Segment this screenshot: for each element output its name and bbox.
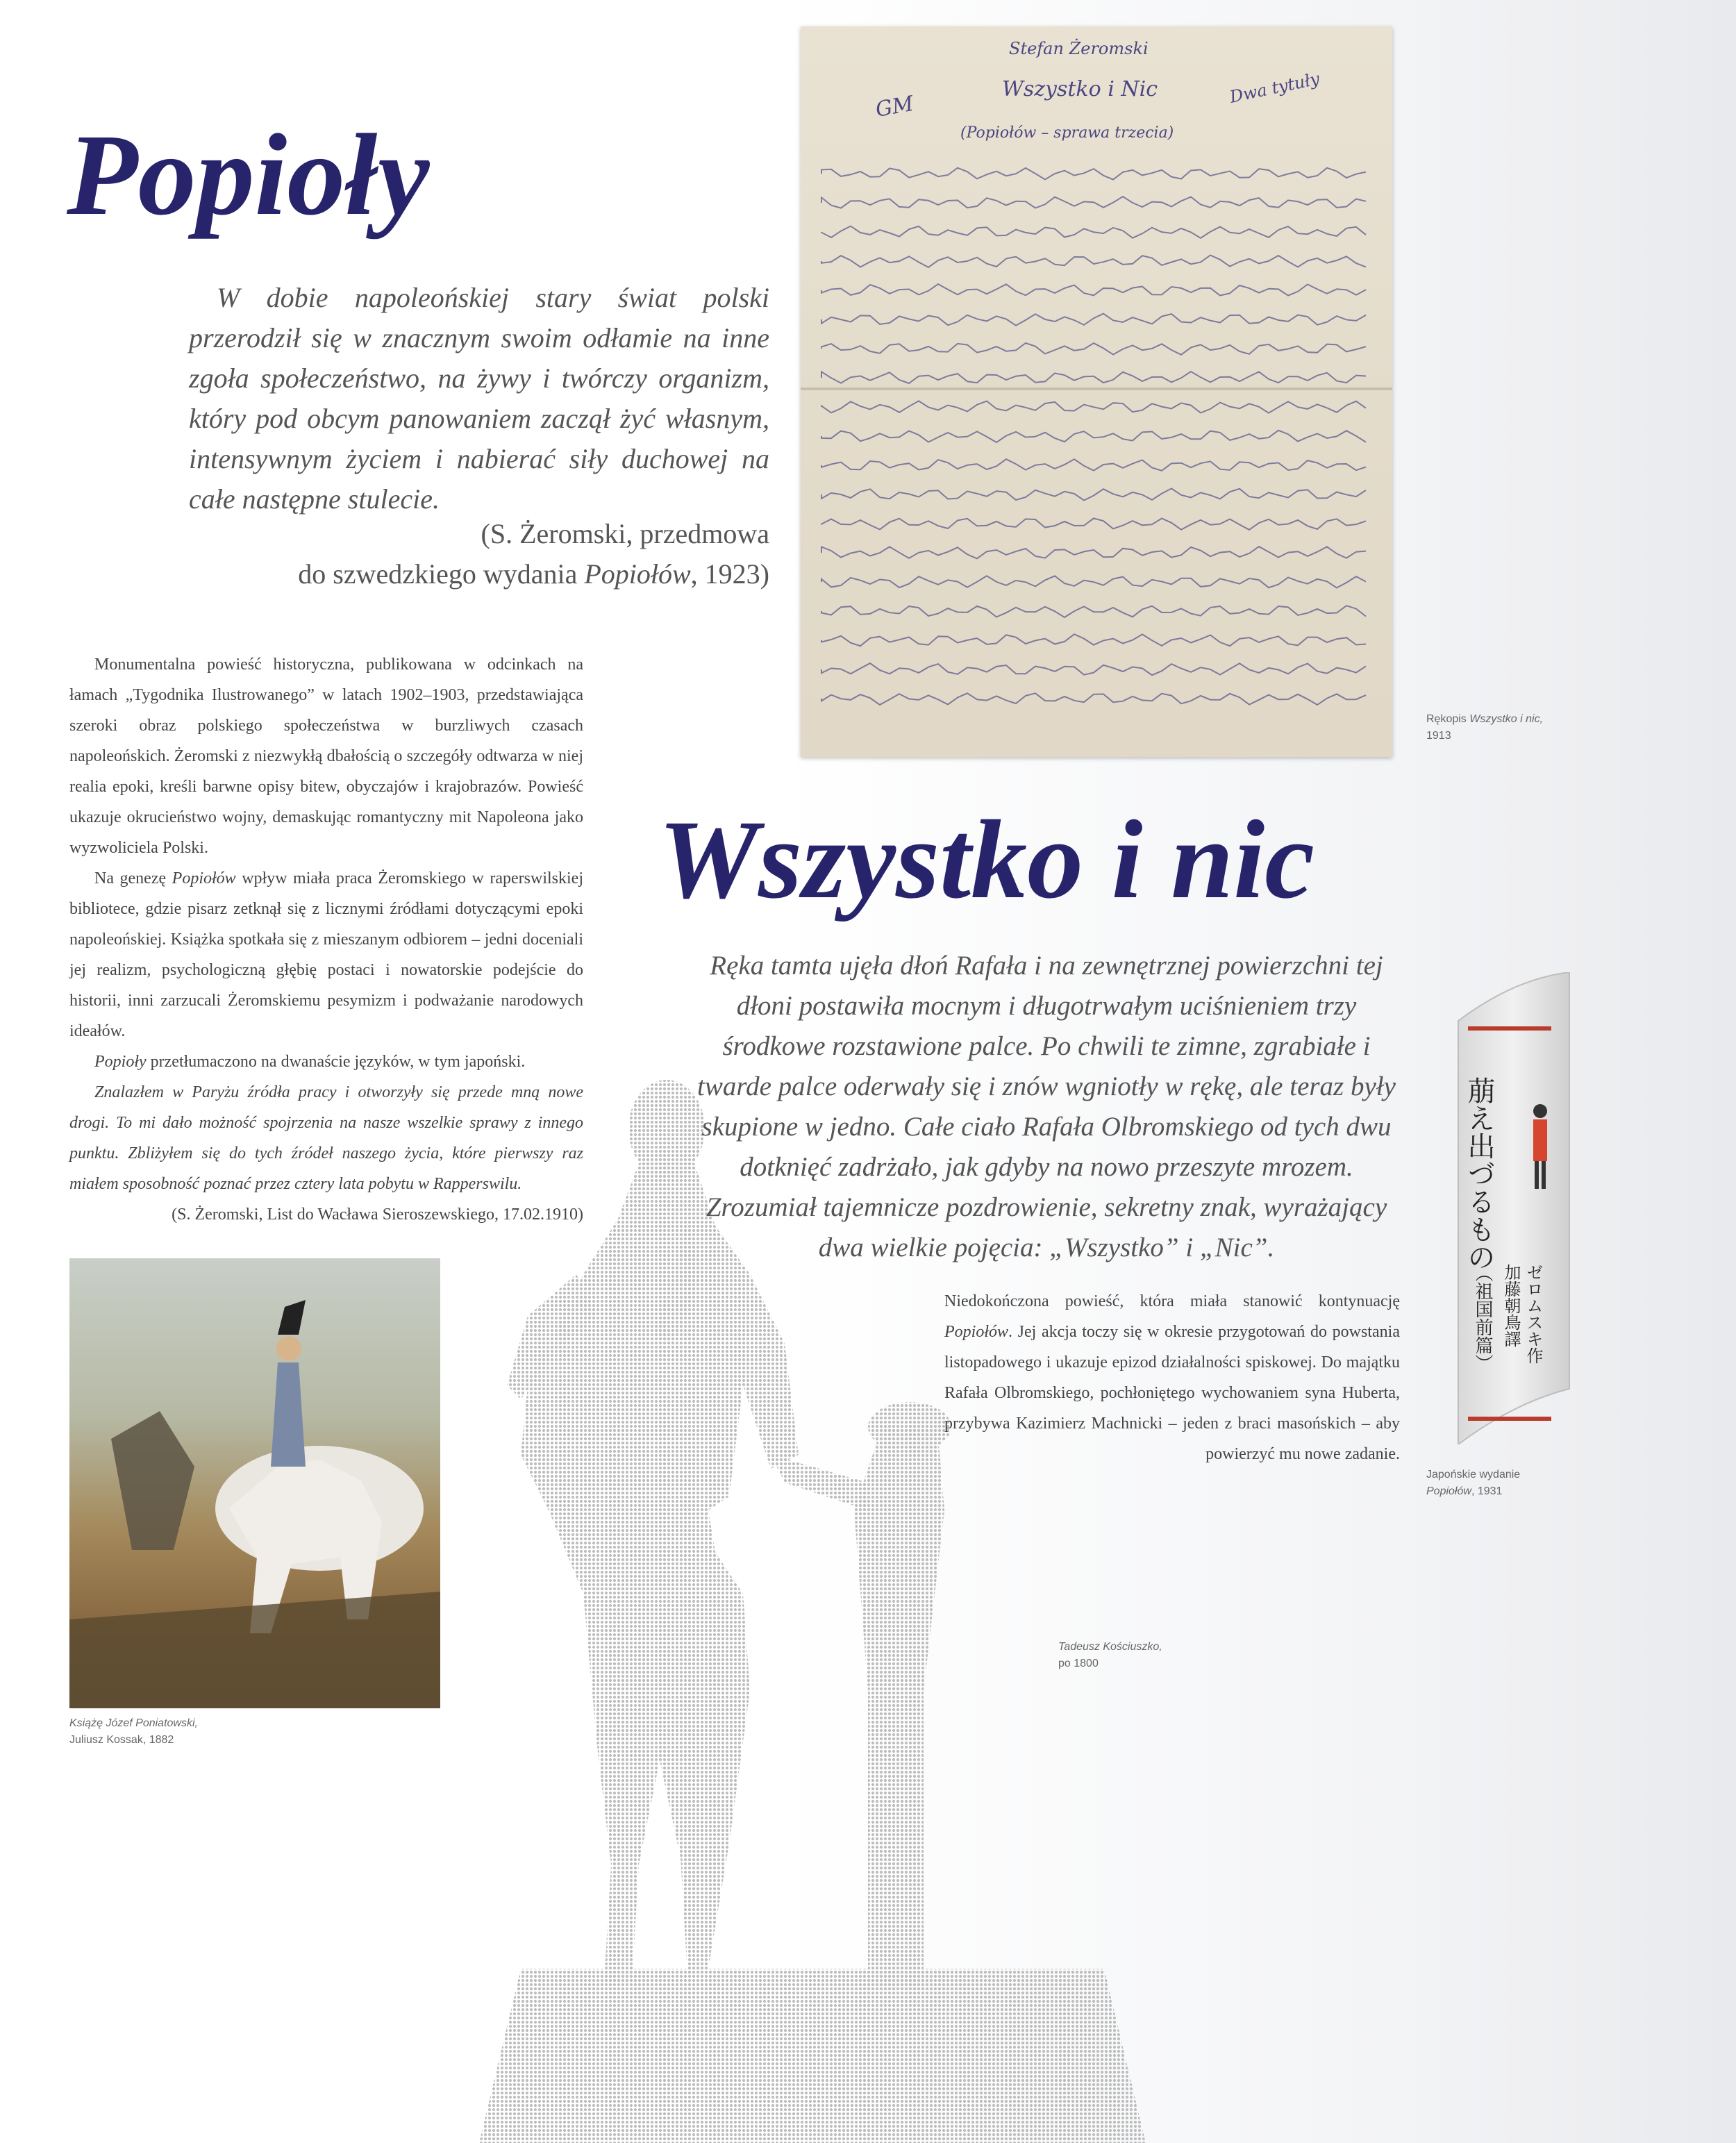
book-title: 萠え出づるもの <box>1463 1076 1495 1271</box>
poniatowski-painting-image <box>69 1258 440 1708</box>
wszystko-quote: Ręka tamta ujęła dłoń Rafała i na zewnętrznej powierzchni tej dłoni postawiła mocnym i długotrwałym uciśnieniem trzy środkowe rozstawione palce. Po chwili te zimne, zgrabiałe i twarde palce oderwały się i znów wgniotły w rękę, ale teraz były skupione w jedno. Całe ciało Rafała Olbromskiego od tych dwu dotknięć zadrżało, jak gdyby na nowo przeszyte mrozem. Zrozumiał tajemnicze pozdrowienie, sekretny znak, wyrażający dwa wielkie pojęcia: „Wszystko” i „Nic”. <box>697 951 1396 1262</box>
manuscript-corner-note: GM <box>874 91 916 122</box>
letter-source: (S. Żeromski, List do Wacława Sieroszewskiego, 17.02.1910) <box>172 1206 583 1224</box>
manuscript-line <box>821 197 1366 208</box>
manuscript-line <box>821 606 1366 617</box>
article-paragraph-1: Monumentalna powieść historyczna, publikowana w odcinkach na łamach „Tygodnika Ilustrowanego” w latach 1902–1903, przedstawiająca szeroki obraz polskiego społeczeństwa w burzliwych czasach napoleońskich. Żeromski z niezwykłą dbałością o szczegóły odtwarza w niej realia epoki, kreśli barwne opisy bitew, obyczajów i krajobrazów. Powieść ukazuje okrucieństwo wojny, demaskując romantyczny mit Napoleona jako wyzwoliciela Polski. <box>69 656 583 857</box>
statue-caption: Tadeusz Kościuszko, po 1800 <box>1058 1641 1162 1669</box>
manuscript-line <box>821 663 1366 675</box>
manuscript-margin-note: Dwa tytuły <box>1228 69 1321 107</box>
book-subtitle: （祖国前篇） <box>1472 1264 1493 1372</box>
book-caption: Japońskie wydanie Popiołów, 1931 <box>1426 1469 1521 1497</box>
painting-caption: Książę Józef Poniatowski, Juliusz Kossak, 1882 <box>69 1717 198 1746</box>
article-paragraph-2: Na genezę Popiołów wpływ miała praca Żeromskiego w raperswilskiej bibliotece, gdzie pisarz zetknął się z licznymi źródłami dotyczącymi epoki napoleońskiej. Książka spotkała się z mieszanym odbiorem – jedni doceniali jej realizm, psychologiczną głębię postaci i nowatorskie podejście do historii, inni zarzucali Żeromskiemu pesymizm i podważanie narodowych ideałów. <box>69 869 584 1040</box>
popioly-article <box>69 649 583 1230</box>
manuscript-line <box>821 256 1366 267</box>
manuscript-header-title: Wszystko i Nic <box>1002 77 1158 101</box>
manuscript-line <box>821 372 1366 383</box>
book-author: ゼロムスキ作 <box>1524 1264 1543 1364</box>
manuscript-line <box>821 226 1366 238</box>
book-translator: 加藤朝鳥譯 <box>1501 1264 1521 1347</box>
manuscript-line <box>821 431 1366 442</box>
popioly-quote: W dobie napoleońskiej stary świat polski przerodził się w znacznym swoim odłamie na inne zgoła społeczeństwo, na żywy i twórczy organizm, który pod obcym panowaniem zaczął żyć własnym, intensywnym życiem i nabierać siły duchowej na całe następne stulecie. <box>189 282 769 515</box>
manuscript-line <box>821 576 1366 587</box>
popioly-quote-source <box>189 514 769 594</box>
manuscript-line <box>821 343 1366 355</box>
manuscript-line <box>821 459 1366 471</box>
quote-source-line1: (S. Żeromski, przedmowa <box>481 518 769 549</box>
manuscript-header-sub: (Popiołów – sprawa trzecia) <box>960 124 1174 142</box>
manuscript-line <box>821 693 1366 705</box>
manuscript-line <box>821 547 1366 558</box>
manuscript-handwriting <box>801 26 1392 757</box>
manuscript-image <box>801 26 1392 757</box>
letter-quote: Znalazłem w Paryżu źródła pracy i otworzyły się przede mną nowe drogi. To mi dało możność spojrzenia na nasze wszelkie sprawy z innego punktu. Zbliżyłem się do tych źródeł naszego życia, które pierwszy raz miałem sposobność poznać przez cztery lata pobytu w Rapperswilu. <box>69 1083 583 1193</box>
wszystko-paragraph: Niedokończona powieść, która miała stanowić kontynuację Popiołów. Jej akcja toczy się w okresie przygotowań do powstania listopadowego i ukazuje epizod działalności spiskowej. Do majątku Rafała Olbromskiego, pochłoniętego wychowaniem syna Huberta, przybywa Kazimierz Machnicki – jeden z braci masońskich – aby powierzyć mu nowe zadanie. <box>944 1292 1400 1463</box>
title-popioly: Popioły <box>67 110 430 240</box>
quote-source-line2: do szwedzkiego wydania Popiołów, 1923) <box>298 558 769 590</box>
manuscript-line <box>821 634 1366 646</box>
manuscript-line <box>821 168 1366 180</box>
manuscript-caption: Rękopis Wszystko i nic, 1913 <box>1426 713 1544 742</box>
manuscript-line <box>821 401 1366 412</box>
article-paragraph-3: Popioły przetłumaczono na dwanaście języków, w tym japoński. <box>94 1053 526 1071</box>
manuscript-line <box>821 518 1366 530</box>
manuscript-line <box>821 314 1366 326</box>
manuscript-line <box>821 488 1366 500</box>
title-wszystko-i-nic: Wszystko i nic <box>658 798 1315 922</box>
manuscript-header-name: Stefan Żeromski <box>1009 39 1149 58</box>
manuscript-line <box>821 284 1366 296</box>
japanese-book-image <box>1451 972 1576 1444</box>
wszystko-article <box>944 1286 1400 1469</box>
